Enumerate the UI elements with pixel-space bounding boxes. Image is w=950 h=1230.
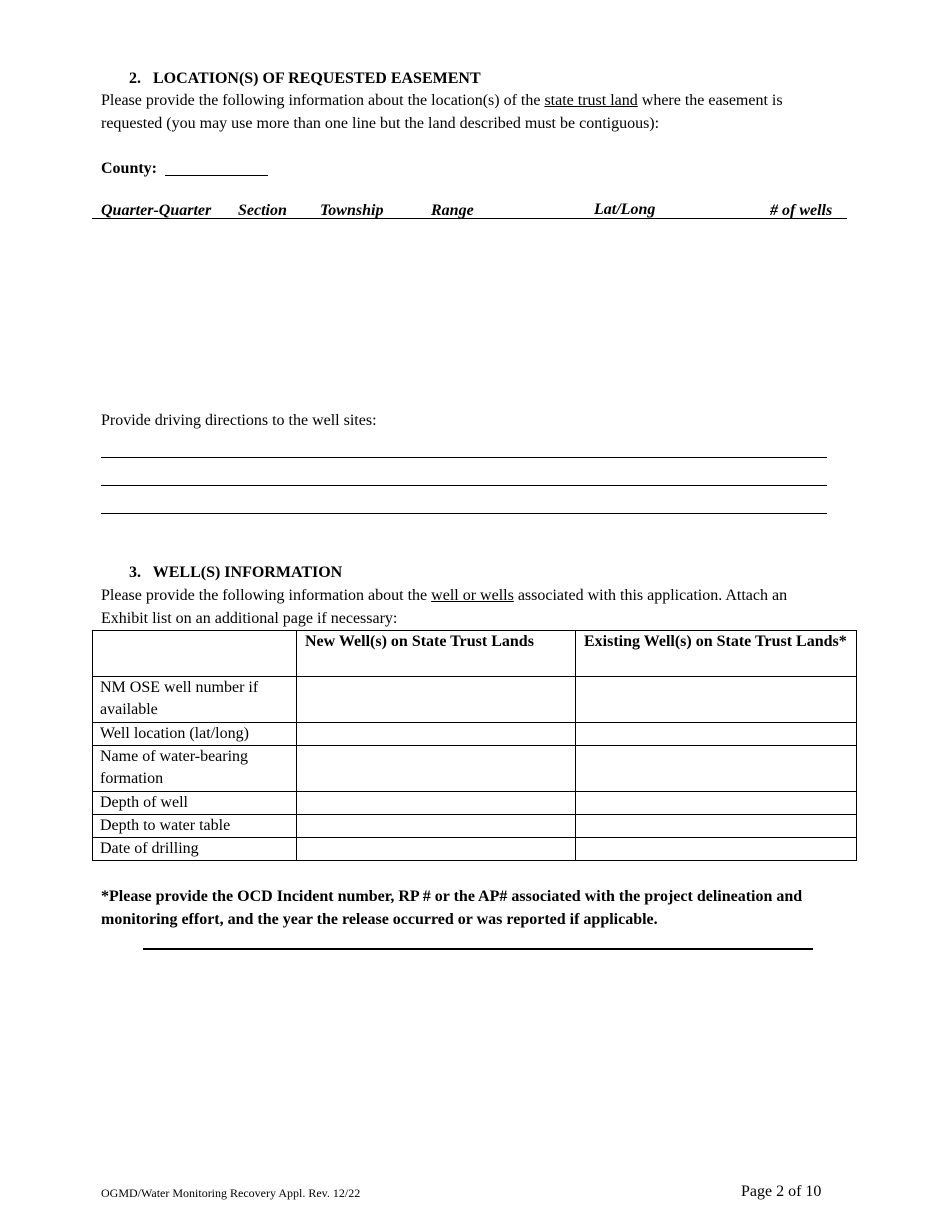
table-row	[93, 677, 857, 723]
ocd-incident-note: *Please provide the OCD Incident number, RP # or the AP# associated with the project delineation and monitoring effort, and the year the release occurred or was reported if applicable.	[101, 888, 803, 928]
existing-well-cell[interactable]	[576, 838, 857, 861]
section-2-title: LOCATION(S) OF REQUESTED EASEMENT	[153, 70, 481, 87]
intro-text-line2: Exhibit list on an additional page if necessary:	[101, 610, 398, 627]
existing-well-cell[interactable]	[576, 792, 857, 815]
new-well-cell[interactable]	[297, 677, 576, 723]
directions-label: Provide driving directions to the well sites:	[101, 412, 377, 429]
directions-line-2[interactable]	[101, 485, 827, 486]
header-existing-wells: Existing Well(s) on State Trust Lands*	[576, 631, 857, 677]
new-well-cell[interactable]	[297, 792, 576, 815]
section-3-number: 3.	[129, 564, 141, 581]
columns-rule	[92, 218, 847, 219]
county-label: County:	[101, 160, 158, 177]
section-2-heading	[129, 67, 481, 90]
section-3-heading	[129, 561, 342, 584]
col-range: Range	[431, 202, 474, 219]
ocd-incident-line[interactable]	[143, 948, 813, 950]
header-new-wells: New Well(s) on State Trust Lands	[297, 631, 576, 677]
intro-text: Please provide the following information about the location(s) of the	[101, 92, 545, 109]
intro-underlined-term: well or wells	[431, 587, 514, 604]
new-well-cell[interactable]	[297, 746, 576, 792]
section-2-number: 2.	[129, 70, 141, 87]
header-blank	[93, 631, 297, 677]
table-row	[93, 815, 857, 838]
intro-text: associated with this application. Attach an	[513, 587, 788, 604]
footer-form-id: OGMD/Water Monitoring Recovery Appl. Rev. 12/22	[101, 1186, 361, 1200]
section-2-intro	[101, 89, 861, 135]
table-header-row	[93, 631, 857, 677]
col-quarter-quarter: Quarter-Quarter	[101, 202, 212, 219]
table-row	[93, 723, 857, 746]
county-field[interactable]	[165, 175, 268, 176]
section-3-title: WELL(S) INFORMATION	[152, 564, 343, 581]
intro-text: where the easement is	[637, 92, 783, 109]
section-3-intro	[101, 584, 861, 630]
new-well-cell[interactable]	[297, 815, 576, 838]
table-row	[93, 792, 857, 815]
new-well-cell[interactable]	[297, 723, 576, 746]
existing-well-cell[interactable]	[576, 677, 857, 723]
directions-line-3[interactable]	[101, 513, 827, 514]
existing-well-cell[interactable]	[576, 815, 857, 838]
intro-text: Please provide the following information about the	[101, 587, 432, 604]
row-label: Depth to water table	[93, 815, 297, 838]
row-label: Date of drilling	[93, 838, 297, 861]
new-well-cell[interactable]	[297, 838, 576, 861]
footer-page-number: Page 2 of 10	[741, 1183, 822, 1200]
table-row	[93, 746, 857, 792]
row-label: Well location (lat/long)	[93, 723, 297, 746]
col-number-of-wells: # of wells	[770, 202, 833, 219]
intro-text-line2: requested (you may use more than one line but the land described must be contiguous):	[101, 115, 660, 132]
existing-well-cell[interactable]	[576, 746, 857, 792]
col-lat-long: Lat/Long	[594, 201, 656, 218]
intro-underlined-term: state trust land	[544, 92, 638, 109]
existing-well-cell[interactable]	[576, 723, 857, 746]
row-label: Name of water-bearing formation	[93, 746, 297, 792]
row-label: NM OSE well number if available	[93, 677, 297, 723]
row-label: Depth of well	[93, 792, 297, 815]
col-township: Township	[320, 202, 384, 219]
directions-line-1[interactable]	[101, 457, 827, 458]
wells-table	[92, 630, 857, 861]
col-section: Section	[238, 202, 287, 219]
table-row	[93, 838, 857, 861]
